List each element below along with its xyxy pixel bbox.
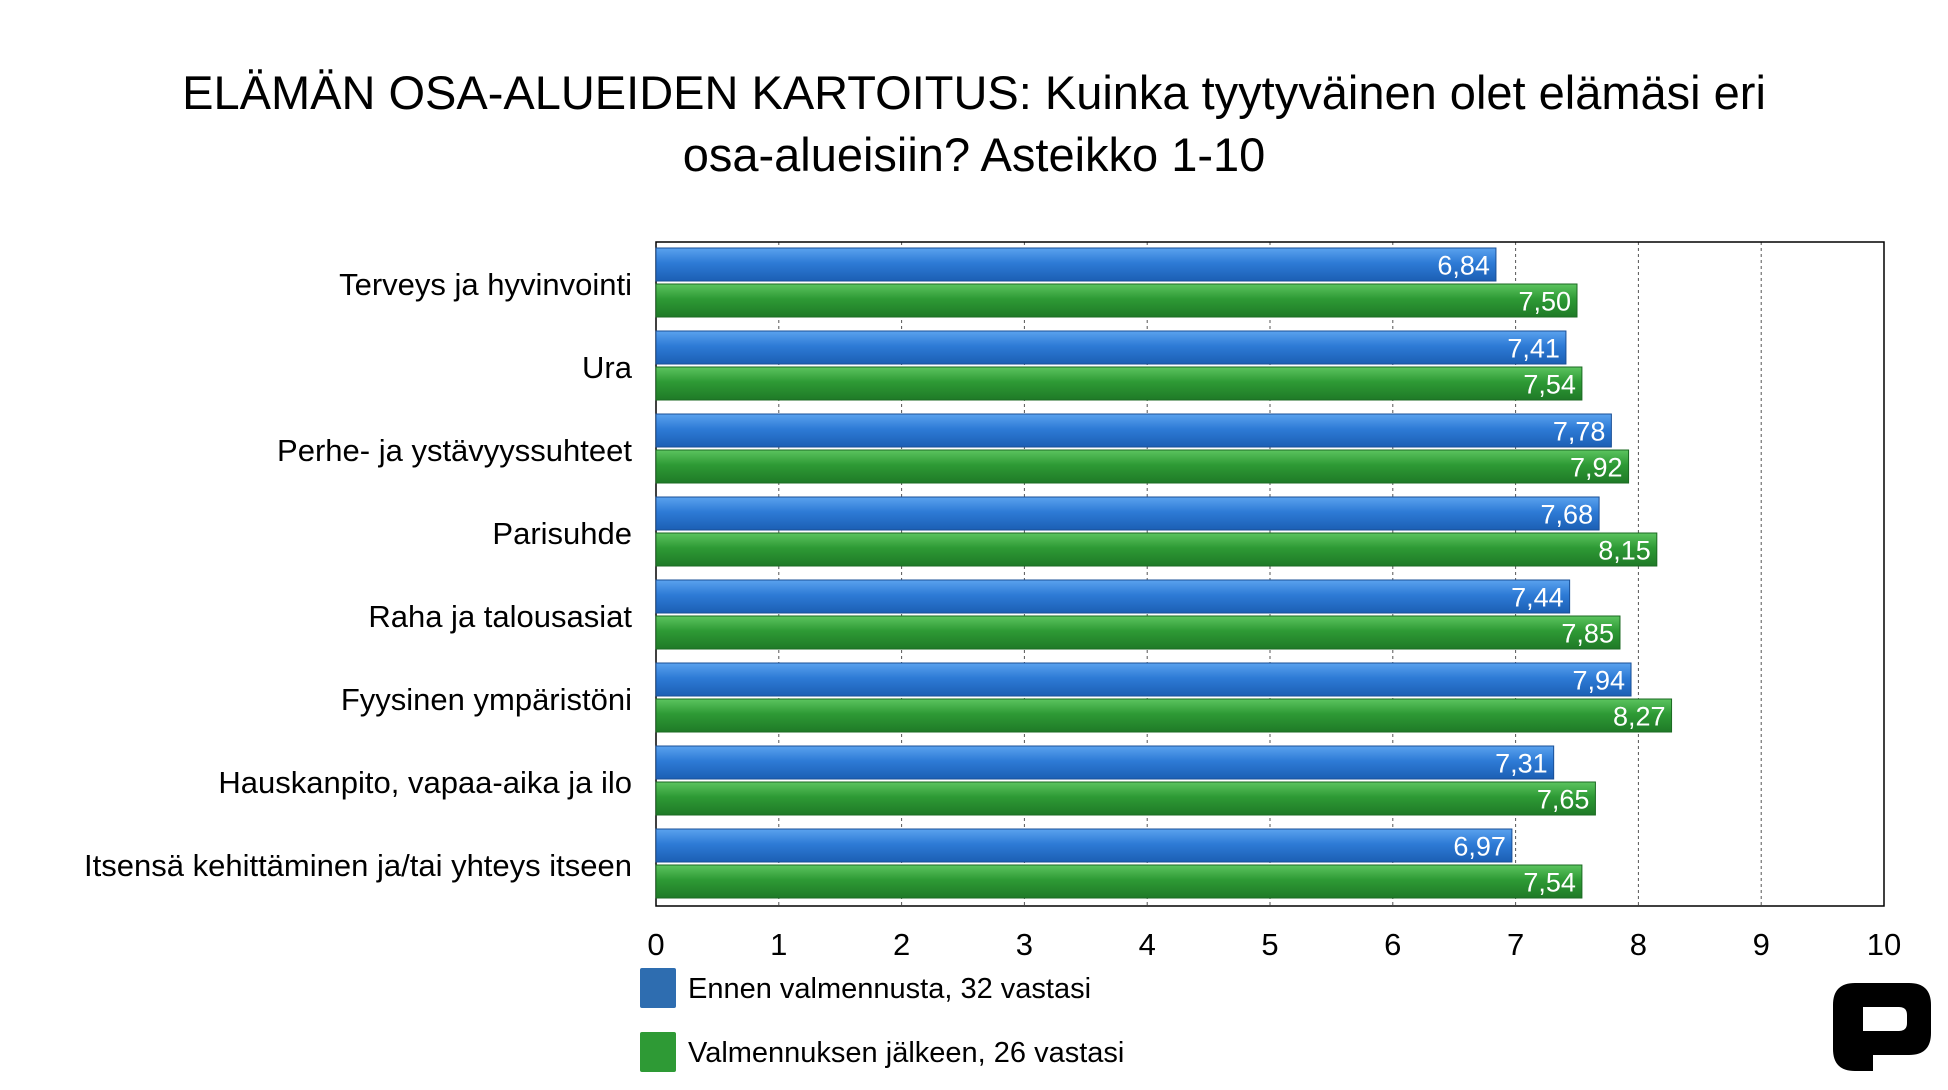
- data-label: 7,94: [1572, 665, 1626, 696]
- bar: [656, 829, 1512, 862]
- bar: [656, 616, 1620, 649]
- x-tick-label: 3: [1015, 927, 1034, 962]
- bar: [656, 497, 1599, 530]
- category-labels: [84, 267, 633, 883]
- bar: [656, 865, 1582, 898]
- data-label: 7,50: [1518, 286, 1571, 317]
- bar: [656, 414, 1611, 447]
- brand-logo-icon: [1833, 983, 1931, 1071]
- x-tick-label: 9: [1752, 927, 1770, 962]
- x-tick-label: 5: [1261, 927, 1279, 962]
- bar: [656, 782, 1595, 815]
- legend-label: Ennen valmennusta, 32 vastasi: [688, 973, 1092, 1005]
- x-tick-label: 6: [1384, 927, 1402, 962]
- category-label: Terveys ja hyvinvointi: [339, 267, 632, 302]
- bar: [656, 284, 1577, 317]
- bar: [656, 746, 1554, 779]
- data-label: 7,68: [1540, 499, 1594, 530]
- category-label: Parisuhde: [492, 516, 632, 551]
- x-tick-label: 8: [1629, 927, 1648, 962]
- x-tick-label: 10: [1866, 927, 1902, 962]
- category-label: Ura: [582, 350, 632, 385]
- bars: [656, 248, 1672, 898]
- data-label: 7,44: [1511, 582, 1564, 613]
- bar: [656, 331, 1566, 364]
- data-label: 6,97: [1453, 831, 1506, 862]
- data-label: 7,41: [1507, 333, 1560, 364]
- category-label: Fyysinen ympäristöni: [340, 682, 632, 717]
- bar: [656, 367, 1582, 400]
- legend-swatch: [640, 968, 676, 1008]
- data-label: 7,85: [1561, 618, 1614, 649]
- data-label: 7,92: [1570, 452, 1623, 483]
- bar: [656, 450, 1629, 483]
- category-label: Itsensä kehittäminen ja/tai yhteys itseen: [84, 848, 632, 883]
- x-tick-label: 1: [770, 927, 788, 962]
- chart-title-line-2: osa-alueisiin? Asteikko 1-10: [682, 128, 1266, 181]
- data-label: 7,54: [1523, 369, 1576, 400]
- x-tick-label: 7: [1506, 927, 1525, 962]
- x-tick-label: 0: [647, 927, 665, 962]
- bar: [656, 248, 1496, 281]
- legend-swatch: [640, 1032, 676, 1072]
- category-label: Raha ja talousasiat: [368, 599, 632, 634]
- x-tick-label: 4: [1138, 927, 1156, 962]
- data-label: 7,78: [1552, 416, 1606, 447]
- data-label: 7,31: [1495, 748, 1548, 779]
- bar: [656, 580, 1570, 613]
- data-label: 8,15: [1598, 535, 1651, 566]
- x-axis-ticks: [647, 927, 1901, 962]
- bar: [656, 663, 1631, 696]
- category-label: Perhe- ja ystävyyssuhteet: [277, 433, 632, 468]
- category-label: Hauskanpito, vapaa-aika ja ilo: [218, 765, 632, 800]
- x-tick-label: 2: [892, 927, 911, 962]
- bar: [656, 533, 1657, 566]
- data-label: 6,84: [1437, 250, 1490, 281]
- legend-label: Valmennuksen jälkeen, 26 vastasi: [688, 1037, 1125, 1069]
- data-label: 7,65: [1536, 784, 1590, 815]
- legend: [640, 968, 1124, 1072]
- data-label: 7,54: [1523, 867, 1576, 898]
- chart-title-line-1: ELÄMÄN OSA-ALUEIDEN KARTOITUS: Kuinka tyytyväinen olet elämäsi eri: [182, 66, 1766, 119]
- bar: [656, 699, 1672, 732]
- data-label: 8,27: [1612, 701, 1666, 732]
